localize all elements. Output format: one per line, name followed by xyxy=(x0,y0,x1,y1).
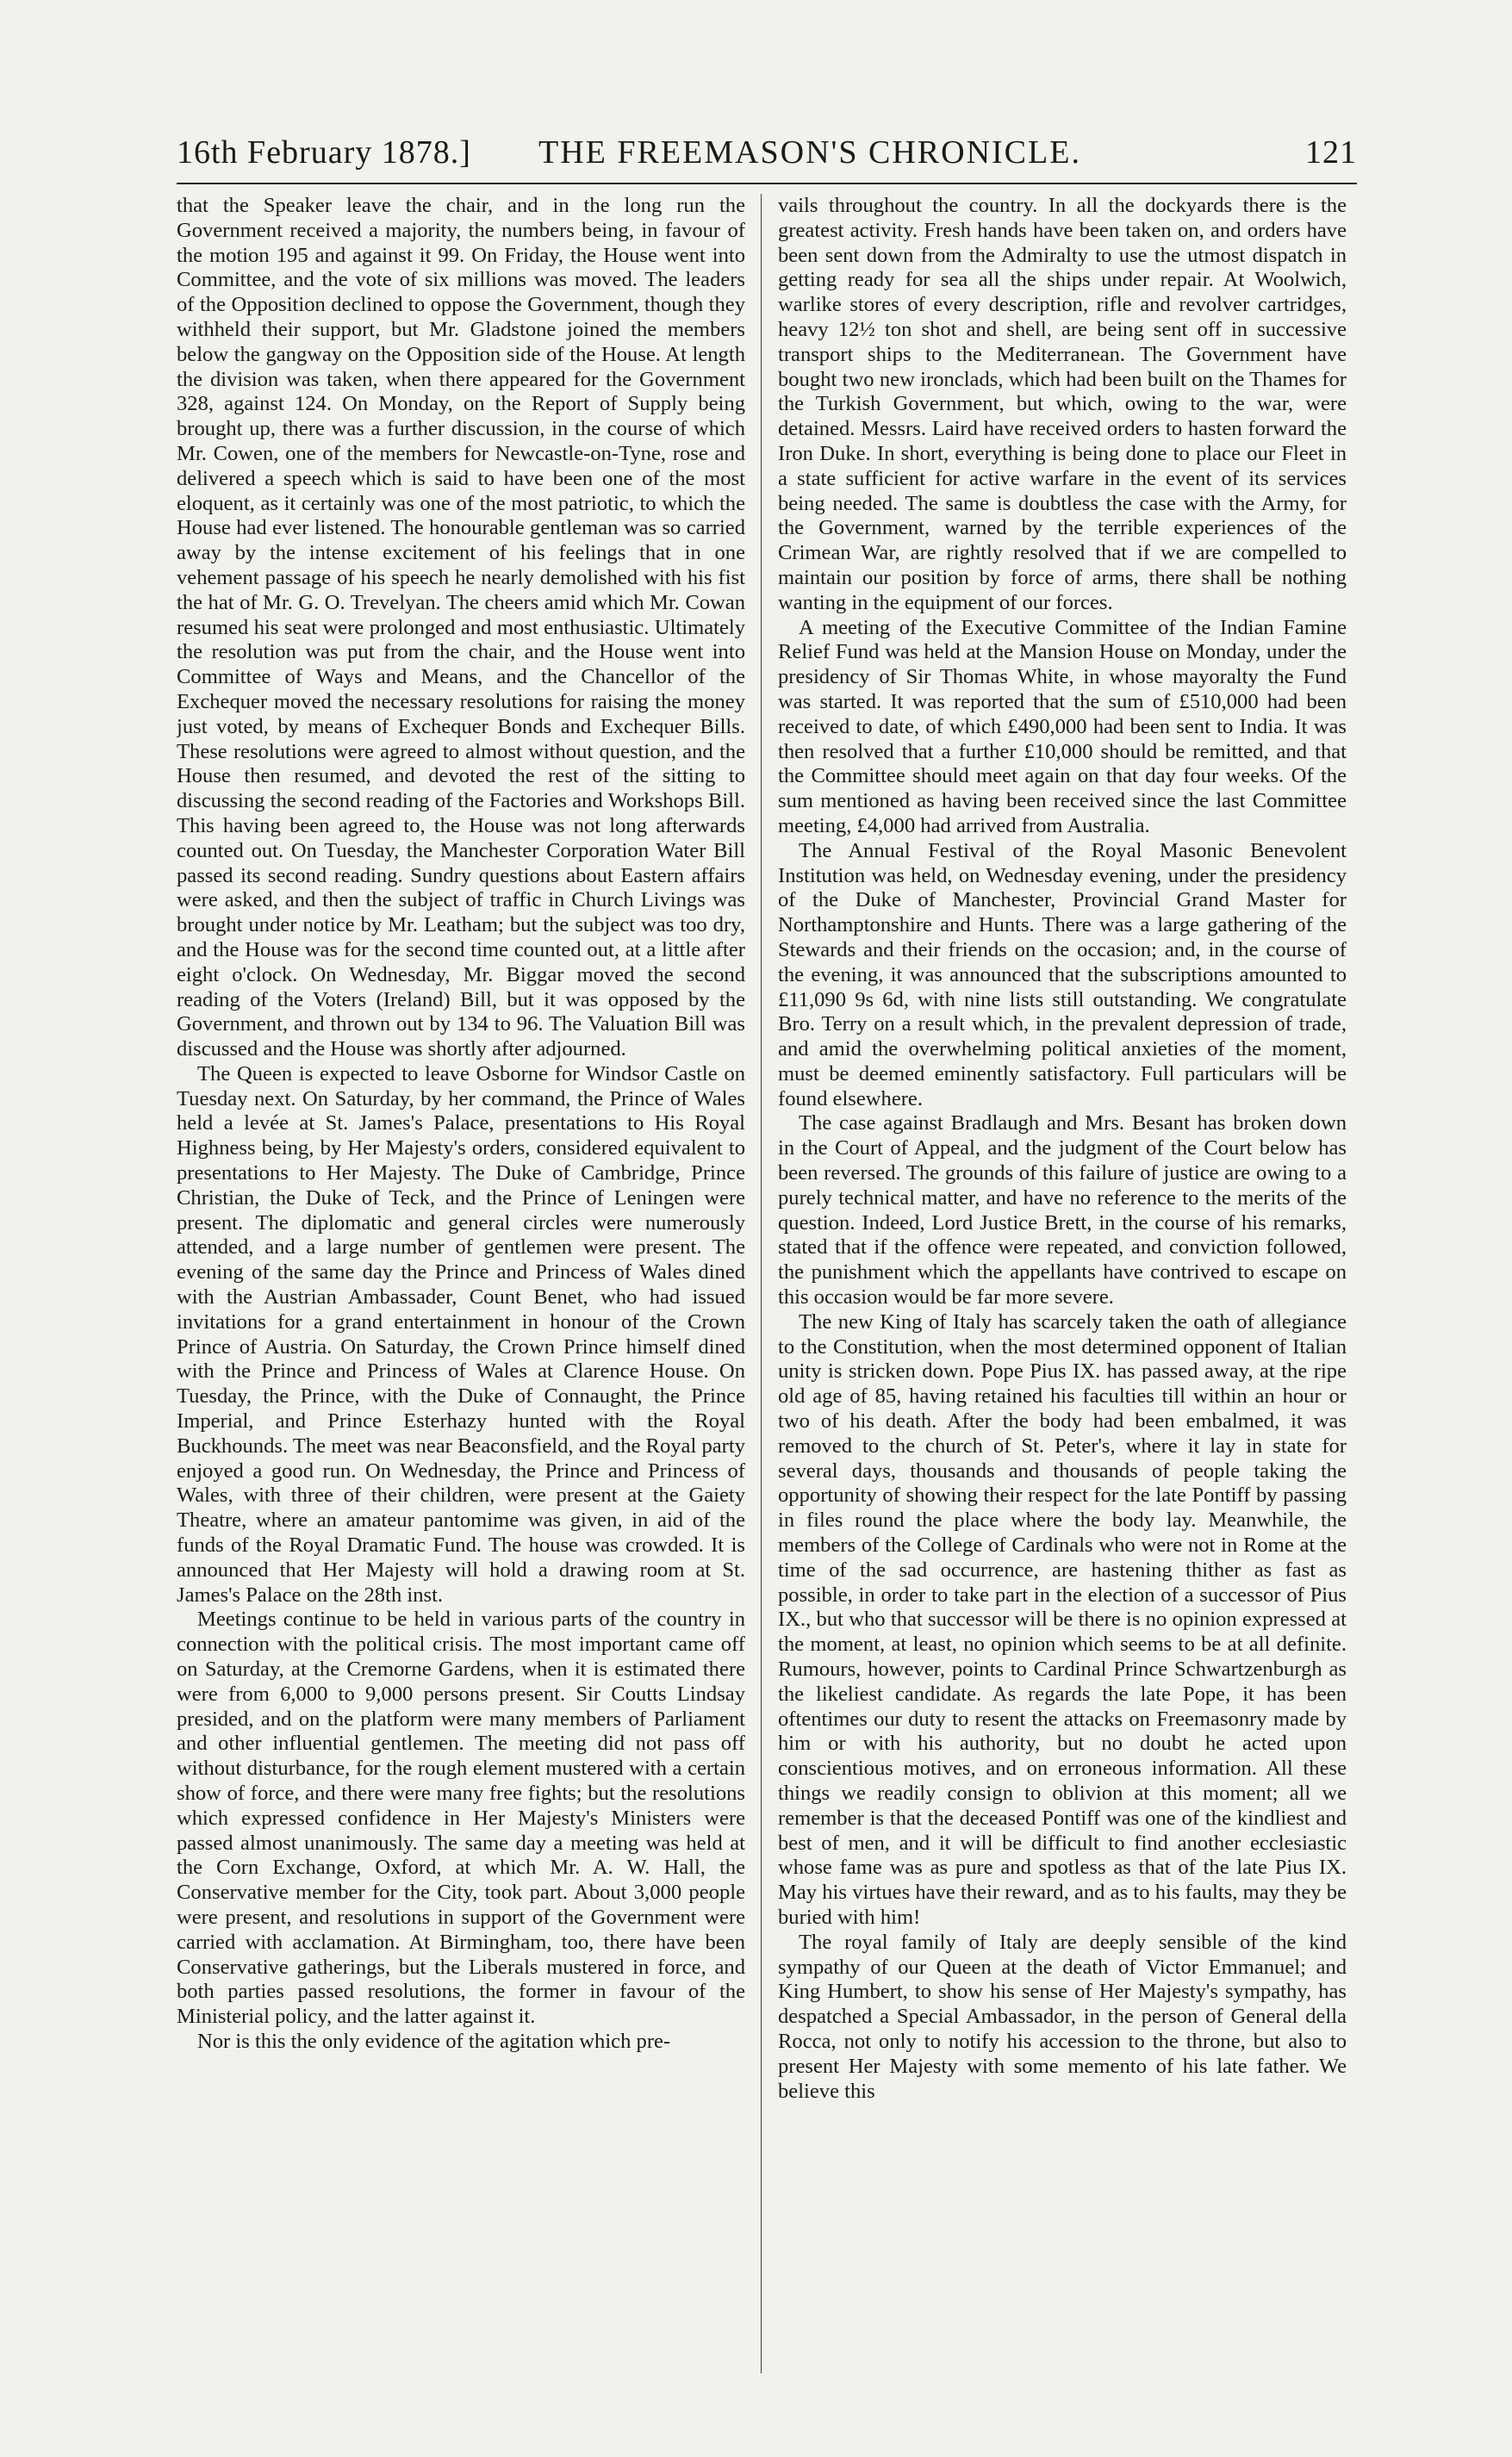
right-column xyxy=(778,194,1347,2386)
paragraph: The new King of Italy has scarcely taken the oath of allegiance to the Constitution, when the most determined opponent of Italian unity is stricken down. Pope Pius IX. has passed away, at the ripe old age of 85, having retained his faculties till within an hour or two of his death. After the body had been embalmed, it was removed to the church of St. Peter's, where it lay in state for several days, thousands and thousands of people taking the opportunity of showing their respect for the late Pontiff by passing in files round the place where the body lay. Meanwhile, the members of the College of Cardinals who were not in Rome at the time of the sad occurrence, are hastening thither as fast as possible, in order to take part in the election of a successor of Pius IX., but who that successor will be there is no opinion expressed at the moment, at least, no opinion which seems to be at all definite. Rumours, however, points to Cardinal Prince Schwartzenburgh as the likeliest candidate. As regards the late Pope, it has been oftentimes our duty to resent the attacks on Freemasonry made by him or with his authority, but no doubt he acted upon conscientious motives, and on erroneous information. All these things we readily consign to oblivion at this moment; all we remember is that the deceased Pontiff was one of the kindliest and best of men, and it will be difficult to find another ecclesiastic whose fame was as pure and spotless as that of the late Pius IX. May his virtues have their reward, and as to his faults, may they be buried with him! xyxy=(778,1309,1347,1929)
publication-title: THE FREEMASON'S CHRONICLE. xyxy=(538,134,1081,171)
paragraph: Meetings continue to be held in various parts of the country in connection with the political crisis. The most important came off on Saturday, at the Cremorne Gardens, when it is estimated there were from 6,000 to 9,000 persons present. Sir Coutts Lindsay presided, and on the platform were many members of Parliament and other influential gentlemen. The meeting did not pass off without disturbance, for the rough element mustered with a certain show of force, and there were many free fights; but the resolutions which expressed confidence in Her Majesty's Ministers were passed almost unanimously. The same day a meeting was held at the Corn Exchange, Oxford, at which Mr. A. W. Hall, the Conservative member for the City, took part. About 3,000 people were present, and resolutions in support of the Government were carried with acclamation. At Birmingham, too, there have been Conservative gatherings, but the Liberals mustered in force, and both parties passed resolutions, the former in favour of the Ministerial policy, and the latter against it. xyxy=(177,1608,745,2029)
paragraph: that the Speaker leave the chair, and in the long run the Government received a majority, the numbers being, in favour of the motion 195 and against it 99. On Friday, the House went into Committee, and the vote of six millions was moved. The leaders of the Opposition declined to oppose the Government, though they withheld their support, but Mr. Gladstone joined the members below the gangway on the Opposition side of the House. At length the division was taken, when there appeared for the Government 328, against 124. On Monday, on the Report of Supply being brought up, there was a further discussion, in the course of which Mr. Cowen, one of the members for Newcastle-on-Tyne, rose and delivered a speech which is said to have been one of the most eloquent, as it certainly was one of the most patriotic, to which the House had ever listened. The honourable gentleman was so carried away by the intense excitement of his feelings that in one vehement passage of his speech he nearly demolished with his fist the hat of Mr. G. O. Trevelyan. The cheers amid which Mr. Cowan resumed his seat were prolonged and most enthusiastic. Ultimately the resolution was put from the chair, and the House went into Committee of Ways and Means, and the Chancellor of the Exchequer moved the necessary resolutions for raising the money just voted, by means of Exchequer Bonds and Exchequer Bills. These resolutions were agreed to almost without question, and the House then resumed, and devoted the rest of the sitting to discussing the second reading of the Factories and Workshops Bill. This having been agreed to, the House was not long afterwards counted out. On Tuesday, the Manchester Corporation Water Bill passed its second reading. Sundry questions about Eastern affairs were asked, and then the subject of traffic in Church Livings was brought under notice by Mr. Leatham; but the subject was too dry, and the House was for the second time counted out, at a little after eight o'clock. On Wednesday, Mr. Biggar moved the second reading of the Voters (Ireland) Bill, but it was opposed by the Government, and thrown out by 134 to 96. The Valuation Bill was discussed and the House was shortly after adjourned. xyxy=(177,194,745,1061)
paragraph: The Annual Festival of the Royal Masonic Benevolent Institution was held, on Wednesday evening, under the presidency of the Duke of Manchester, Provincial Grand Master for Northamptonshire and Hunts. There was a large gathering of the Stewards and their friends on the occasion; and, in the course of the evening, it was announced that the subscriptions amounted to £11,090 9s 6d, with nine lists still outstanding. We congratulate Bro. Terry on a result which, in the prevalent depression of trade, and amid the overwhelming political anxieties of the moment, must be deemed eminently satisfactory. Full particulars will be found elsewhere. xyxy=(778,838,1347,1110)
paragraph: A meeting of the Executive Committee of the Indian Famine Relief Fund was held at the Mansion House on Monday, under the presidency of Sir Thomas White, in whose mayoralty the Fund was started. It was reported that the sum of £510,000 had been received to date, of which £490,000 had been sent to India. It was then resolved that a further £10,000 should be remitted, and that the Committee should meet again on that day four weeks. Of the sum mentioned as having been received since the last Committee meeting, £4,000 had arrived from Australia. xyxy=(778,615,1347,837)
header-rule xyxy=(177,183,1357,184)
page-header xyxy=(177,134,1357,173)
paragraph: The case against Bradlaugh and Mrs. Besant has broken down in the Court of Appeal, and the judgment of the Court below has been reversed. The grounds of this failure of justice are owing to a purely technical matter, and have no reference to the merits of the question. Indeed, Lord Justice Brett, in the course of his remarks, stated that if the offence were repeated, and conviction followed, the punishment which the appellants have contrived to escape on this occasion would be far more severe. xyxy=(778,1111,1347,1309)
paragraph: vails throughout the country. In all the dockyards there is the greatest activity. Fresh hands have been taken on, and orders have been sent down from the Admiralty to use the utmost dispatch in getting ready for sea all the ships under repair. At Woolwich, warlike stores of every description, rifle and revolver cartridges, heavy 12½ ton shot and shell, are being sent off in successive transport ships to the Mediterranean. The Government have bought two new ironclads, which had been built on the Thames for the Turkish Government, but which, owing to the war, were detained. Messrs. Laird have received orders to hasten forward the Iron Duke. In short, everything is being done to place our Fleet in a state sufficient for active warfare in the event of its services being needed. The same is doubtless the case with the Army, for the Government, warned by the terrible experiences of the Crimean War, are rightly resolved that if we are compelled to maintain our position by force of arms, there shall be nothing wanting in the equipment of our forces. xyxy=(778,194,1347,614)
left-column xyxy=(177,194,745,2386)
column-divider xyxy=(761,194,762,2373)
paragraph: The royal family of Italy are deeply sensible of the kind sympathy of our Queen at the death of Victor Emmanuel; and King Humbert, to show his sense of Her Majesty's sympathy, has despatched a Special Ambassador, in the person of General della Rocca, not only to notify his accession to the throne, but also to present Her Majesty with some memento of his late father. We believe this xyxy=(778,1930,1347,2103)
issue-date: 16th February 1878.] xyxy=(177,134,471,171)
paragraph: Nor is this the only evidence of the agitation which pre- xyxy=(197,2029,671,2053)
page-number: 121 xyxy=(1305,134,1357,171)
paragraph: The Queen is expected to leave Osborne for Windsor Castle on Tuesday next. On Saturday, by her command, the Prince of Wales held a levée at St. James's Palace, presentations to His Royal Highness being, by Her Majesty's orders, considered equivalent to presentations to Her Majesty. The Duke of Cambridge, Prince Christian, the Duke of Teck, and the Prince of Leningen were present. The diplomatic and general circles were numerously attended, and a large number of gentlemen were present. The evening of the same day the Prince and Princess of Wales dined with the Austrian Ambassader, Count Benet, who had issued invitations for a grand entertainment in honour of the Crown Prince of Austria. On Saturday, the Crown Prince himself dined with the Prince and Princess of Wales at Clarence House. On Tuesday, the Prince, with the Duke of Connaught, the Prince Imperial, and Prince Esterhazy hunted with the Royal Buckhounds. The meet was near Beaconsfield, and the Royal party enjoyed a good run. On Wednesday, the Prince and Princess of Wales, with three of their children, were present at the Gaiety Theatre, where an amateur pantomime was given, in aid of the funds of the Royal Dramatic Fund. The house was crowded. It is announced that Her Majesty will hold a drawing room at St. James's Palace on the 28th inst. xyxy=(177,1061,745,1607)
